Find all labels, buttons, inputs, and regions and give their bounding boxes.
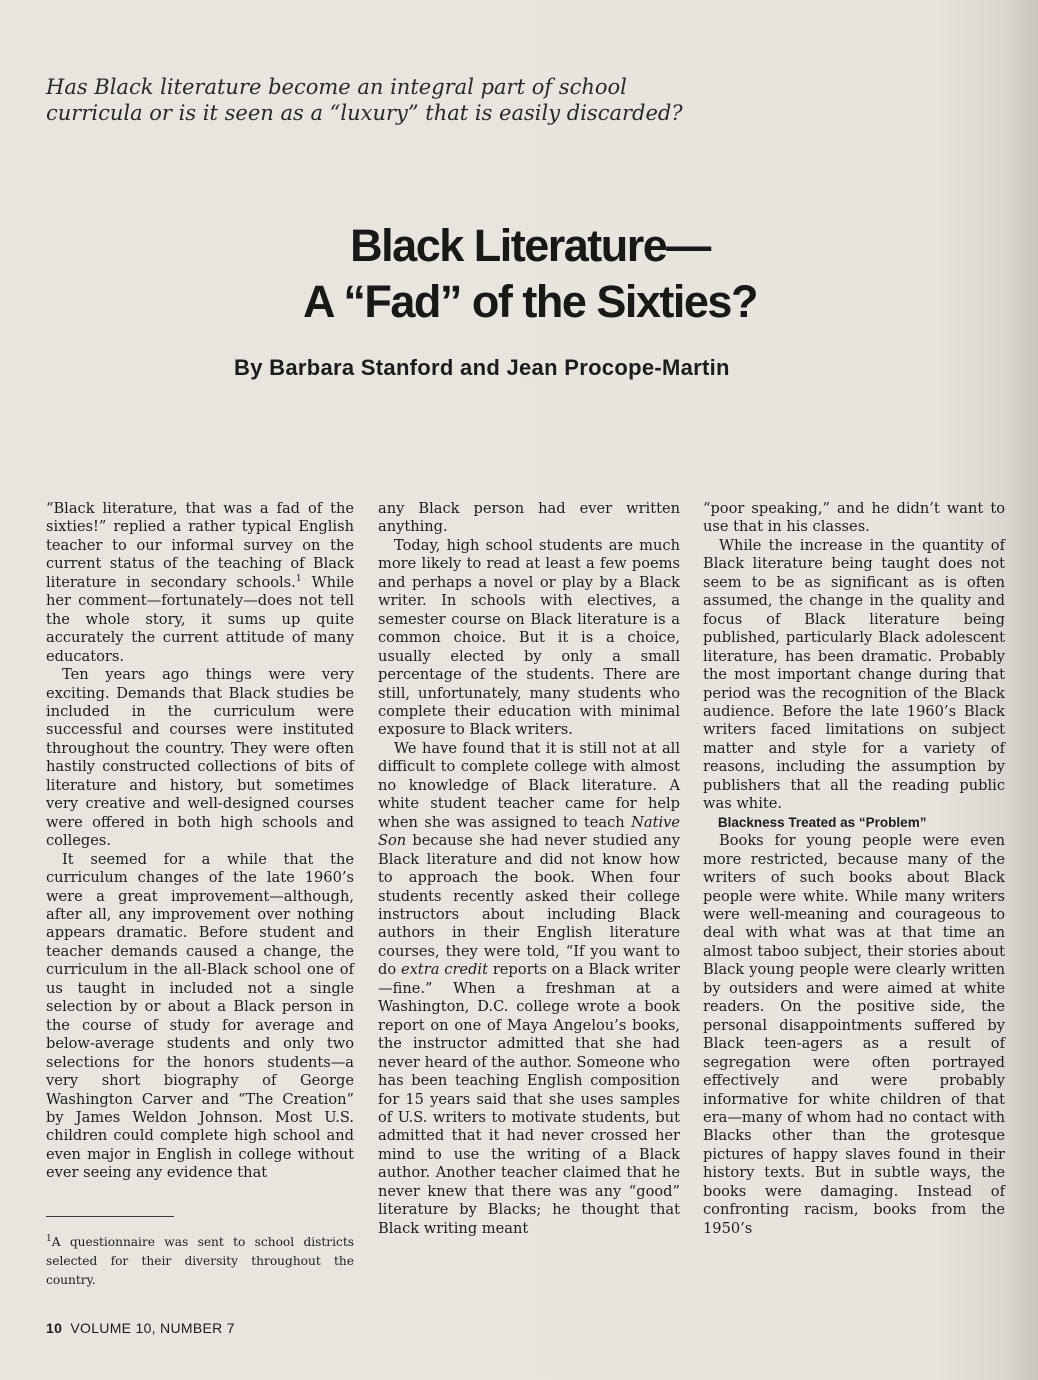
- paragraph-5-text-2: because she had never studied any Black literature and did not know how to approach the book. When four students recently asked their college instructors about including Black authors in their English literature courses, they were told, “If you want to do: [378, 832, 680, 979]
- page-footer: [46, 1320, 235, 1336]
- title-line-1: Black Literature—: [350, 220, 710, 271]
- paragraph-5-text: We have found that it is still not at all difficult to complete college with almost no knowledge of Black literature. A white student teacher came for help when she was assigned to teach: [378, 739, 680, 831]
- book-title-native-son: Native Son: [378, 813, 680, 850]
- paragraph-6: While the increase in the quantity of Black literature being taught does not seem to be as significant as is often assumed, the change in the quality and focus of Black literature being published, particularly Black adolescent literature, has been dramatic. Probably the most important change during that period was the recognition of the Black audience. Before the late 1960’s Black writers faced limitations on subject matter and style for a variety of reasons, including the assumption by publishers that all the reading public was white.: [703, 536, 1005, 813]
- section-subhead: Blackness Treated as “Problem”: [717, 814, 927, 830]
- column-3: [703, 500, 1005, 1238]
- byline: By Barbara Stanford and Jean Procope-Martin: [234, 355, 730, 380]
- extra-credit-emphasis: extra credit: [401, 961, 488, 979]
- paragraph-5-continued: “poor speaking,” and he didn’t want to use that in his classes.: [703, 500, 1005, 536]
- issue-label: VOLUME 10, NUMBER 7: [70, 1320, 235, 1336]
- article-deck: Has Black literature become an integral part of school curricula or is it seen as a “luxury” that is easily discarded?: [46, 75, 683, 125]
- title-line-2: A “Fad” of the Sixties?: [303, 276, 757, 327]
- paragraph-3-continued: any Black person had ever written anything.: [378, 500, 680, 536]
- footnote-reference: 1: [295, 573, 302, 584]
- paragraph-5-text-3: reports on a Black writer—fine.” When a freshman at a Washington, D.C. college wrote a book report on one of Maya Angelou’s books, the instructor admitted that she had never heard of the author. Someone who has been teaching English composition for 15 years said that she uses samples of U.S. writers to motivate students, but admitted that it had never crossed her mind to use the writing of a Black author. Another teacher claimed that he never knew that there was any “good” literature by Blacks; he thought that Black writing meant: [378, 961, 680, 1237]
- footnote: [46, 1233, 354, 1290]
- column-2: [378, 500, 680, 1238]
- footnote-text: A questionnaire was sent to school districts selected for their diversity throughout the country.: [46, 1235, 354, 1287]
- column-1: [46, 500, 354, 1183]
- paragraph-7: Books for young people were even more restricted, because many of the writers of such books about Black people were white. While many writers were well-meaning and courageous to deal with what was at that time an almost taboo subject, their stories about Black young people were clearly written by outsiders and were aimed at white readers. On the positive side, the personal disappointments suffered by Black teen-agers as a result of segregation were often portrayed effectively and were probably informative for white children of that era—many of whom had no contact with Blacks other than the grotesque pictures of happy slaves found in their history texts. But in subtle ways, the books were damaging. Instead of confronting racism, books from the 1950’s: [703, 832, 1005, 1237]
- paragraph-1: [46, 500, 354, 666]
- paragraph-1-text: “Black literature, that was a fad of the sixties!” replied a rather typical English teacher to our informal survey on the current status of the teaching of Black literature in secondary schools.: [46, 500, 354, 591]
- page-number: 10: [46, 1320, 63, 1336]
- paragraph-1-text-cont: While her comment—fortunately—does not tell the whole story, it sums up quite accurately the current attitude of many educators.: [46, 573, 354, 665]
- paragraph-5: [378, 740, 680, 1238]
- paragraph-3: It seemed for a while that the curriculum changes of the late 1960’s were a great improvement—although, after all, any improvement over nothing appears dramatic. Before student and teacher demands caused a change, the curriculum in the all-Black school one of us taught in included not a single selection by or about a Black person in the course of study for average and below-average students and only two selections for the honors students—a very short biography of George Washington Carver and “The Creation” by James Weldon Johnson. Most U.S. children could complete high school and even major in English in college without ever seeing any evidence that: [46, 850, 354, 1182]
- footnote-marker: 1: [46, 1233, 52, 1244]
- footnote-divider: [46, 1216, 174, 1217]
- paragraph-4: Today, high school students are much more likely to read at least a few poems and perhaps a novel or play by a Black writer. In schools with electives, a semester course on Black literature is a common choice. But it is a choice, usually elected by only a small percentage of the students. There are still, unfortunately, many students who complete their education with minimal exposure to Black writers.: [378, 536, 680, 739]
- article-title: [200, 218, 860, 330]
- paragraph-2: Ten years ago things were very exciting. Demands that Black studies be included in the curriculum were successful and courses were instituted throughout the country. They were often hastily constructed collections of bits of literature and history, but sometimes very creative and well-designed courses were offered in both high schools and colleges.: [46, 666, 354, 850]
